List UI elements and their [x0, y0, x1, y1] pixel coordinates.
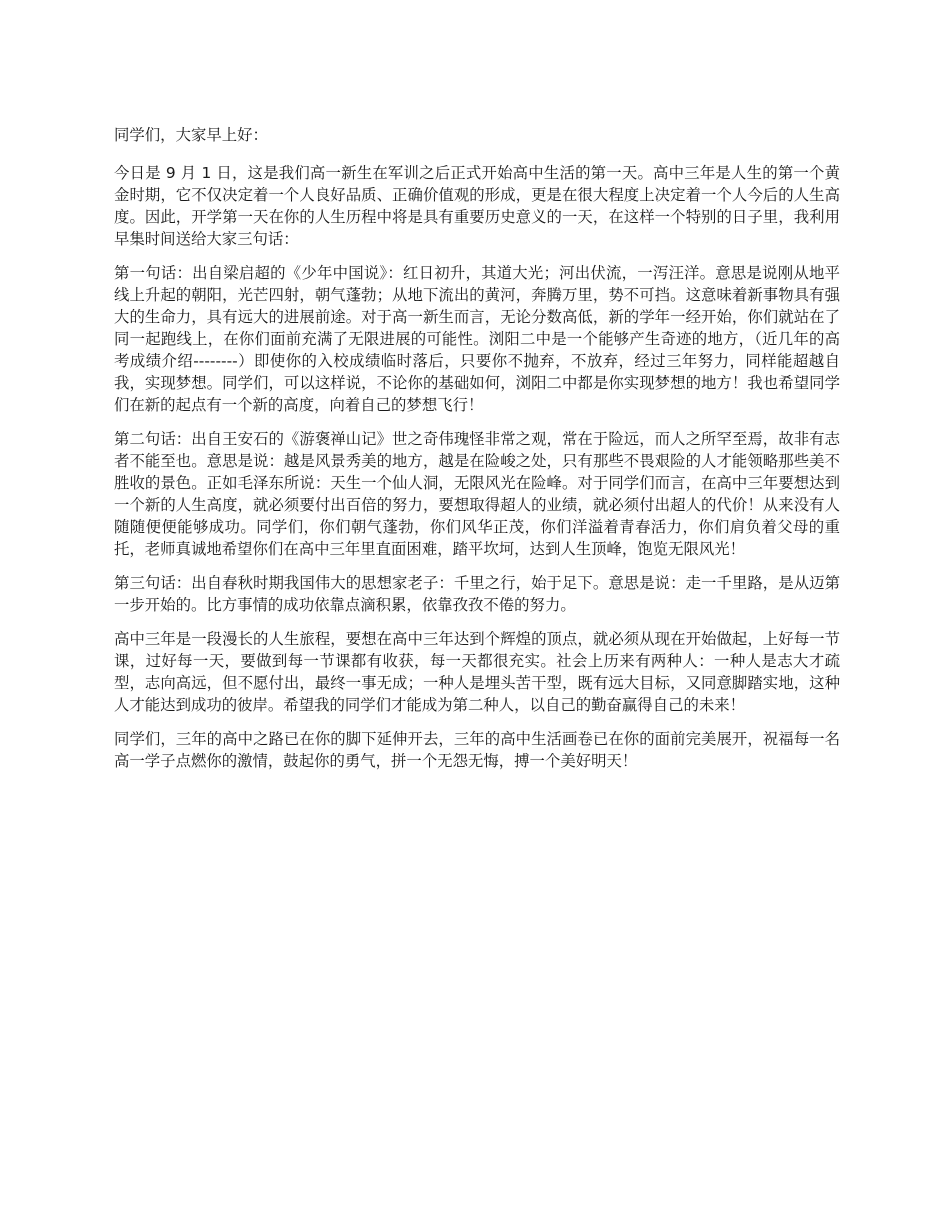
- paragraph-first-saying: 第一句话：出自梁启超的《少年中国说》：红日初升，其道大光；河出伏流，一泻汪洋。意思是说刚从地平线上升起的朝阳，光芒四射，朝气蓬勃；从地下流出的黄河，奔腾万里，势不可挡。这意味着新事物具有强大的生命力，具有远大的进展前途。对于高一新生而言，无论分数高低，新的学年一经开始，你们就站在了同一起跑线上，在你们面前充满了无限进展的可能性。浏阳二中是一个能够产生奇迹的地方，（近几年的高考成绩介绍--------）即使你的入校成绩临时落后，只要你不抛弃，不放弃，经过三年努力，同样能超越自我，实现梦想。同学们，可以这样说，不论你的基础如何，浏阳二中都是你实现梦想的地方！我也希望同学们在新的起点有一个新的高度，向着自己的梦想飞行！: [114, 264, 840, 414]
- paragraph-intro: 今日是 9 月 1 日，这是我们高一新生在军训之后正式开始高中生活的第一天。高中三年是人生的第一个黄金时期，它不仅决定着一个人良好品质、正确价值观的形成，更是在很大程度上决定着一个人今后的人生高度。因此，开学第一天在你的人生历程中将是具有重要历史意义的一天，在这样一个特别的日子里，我利用早集时间送给大家三句话：: [114, 164, 840, 248]
- paragraph-third-saying: 第三句话：出自春秋时期我国伟大的思想家老子：千里之行，始于足下。意思是说：走一千里路，是从迈第一步开始的。比方事情的成功依靠点滴积累，依靠孜孜不倦的努力。: [114, 574, 840, 614]
- paragraph-closing: 同学们，三年的高中之路已在你的脚下延伸开去，三年的高中生活画卷已在你的面前完美展开，祝福每一名高一学子点燃你的激情，鼓起你的勇气，拼一个无怨无悔，搏一个美好明天！: [114, 730, 840, 770]
- paragraph-second-saying: 第二句话：出自王安石的《游褒禅山记》世之奇伟瑰怪非常之观，常在于险远，而人之所罕至焉，故非有志者不能至也。意思是说：越是风景秀美的地方，越是在险峻之处，只有那些不畏艰险的人才能领略那些美不胜收的景色。正如毛泽东所说：天生一个仙人洞，无限风光在险峰。对于同学们而言，在高中三年要想达到一个新的人生高度，就必须要付出百倍的努力，要想取得超人的业绩，就必须付出超人的代价！从来没有人随随便便能够成功。同学们，你们朝气蓬勃，你们风华正茂，你们洋溢着青春活力，你们肩负着父母的重托，老师真诚地希望你们在高中三年里直面困难，踏平坎坷，达到人生顶峰，饱览无限风光！: [114, 430, 840, 558]
- greeting-line: 同学们，大家早上好：: [114, 126, 268, 144]
- document-body: [114, 124, 840, 784]
- paragraph-high-school-journey: 高中三年是一段漫长的人生旅程，要想在高中三年达到个辉煌的顶点，就必须从现在开始做起，上好每一节课，过好每一天，要做到每一节课都有收获，每一天都很充实。社会上历来有两种人：一种人是志大才疏型，志向高远，但不愿付出，最终一事无成；一种人是埋头苦干型，既有远大目标，又同意脚踏实地，这种人才能达到成功的彼岸。希望我的同学们才能成为第二种人，以自己的勤奋赢得自己的未来！: [114, 630, 840, 714]
